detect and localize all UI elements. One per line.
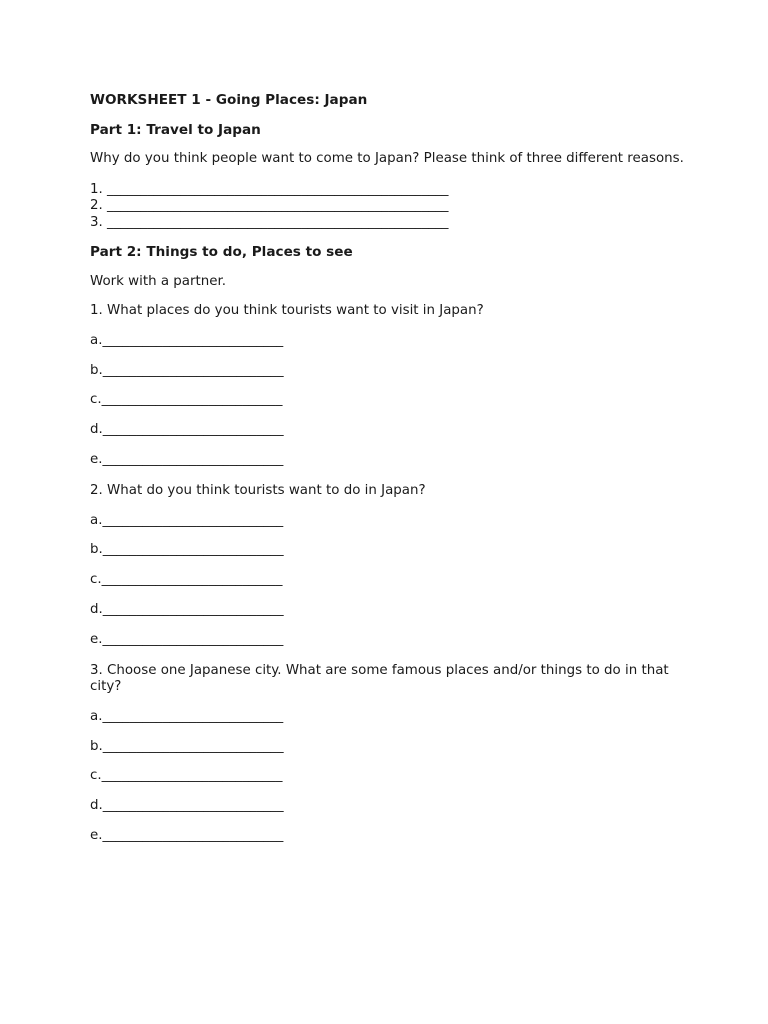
question-1: 1. What places do you think tourists want to visit in Japan? — [90, 303, 484, 318]
question-3: 3. Choose one Japanese city. What are some famous places and/or things to do in that city? — [90, 662, 669, 694]
answer-line-3e: e.___________________________ — [90, 827, 284, 843]
question-2: 2. What do you think tourists want to do in Japan? — [90, 482, 426, 498]
answer-line-3c: c.___________________________ — [90, 768, 283, 784]
answer-line-2a: a.___________________________ — [90, 512, 284, 528]
question-block-3 — [90, 663, 690, 845]
question-block-2 — [90, 483, 690, 648]
answer-line-1d: d.___________________________ — [90, 422, 284, 438]
question-block-1 — [90, 303, 690, 468]
answer-line-3b: b.___________________________ — [90, 738, 284, 754]
part1-heading: Part 1: Travel to Japan — [90, 121, 261, 138]
answer-line-2c: c.___________________________ — [90, 572, 283, 588]
part2-instruction: Work with a partner. — [90, 273, 227, 289]
answer-line-1b: b.___________________________ — [90, 362, 284, 378]
worksheet-page — [90, 92, 690, 844]
reason-line-1: 1. ___________________________________________________ — [90, 181, 449, 197]
answer-line-2d: d.___________________________ — [90, 601, 284, 617]
reason-list — [90, 182, 690, 232]
reason-line-2: 2. ___________________________________________________ — [90, 198, 449, 213]
answer-line-2b: b.___________________________ — [90, 542, 284, 558]
answer-line-3d: d.___________________________ — [90, 798, 284, 814]
answer-line-1c: c.___________________________ — [90, 392, 283, 408]
answer-line-3a: a.___________________________ — [90, 709, 284, 724]
answer-line-2e: e.___________________________ — [90, 631, 284, 647]
answer-line-1a: a.___________________________ — [90, 333, 284, 348]
worksheet-title: WORKSHEET 1 - Going Places: Japan — [90, 92, 368, 108]
answer-line-1e: e.___________________________ — [90, 451, 284, 467]
reason-line-3: 3. ___________________________________________________ — [90, 214, 449, 230]
part1-question: Why do you think people want to come to Japan? Please think of three different reasons. — [90, 151, 684, 166]
part2-heading: Part 2: Things to do, Places to see — [90, 244, 353, 260]
